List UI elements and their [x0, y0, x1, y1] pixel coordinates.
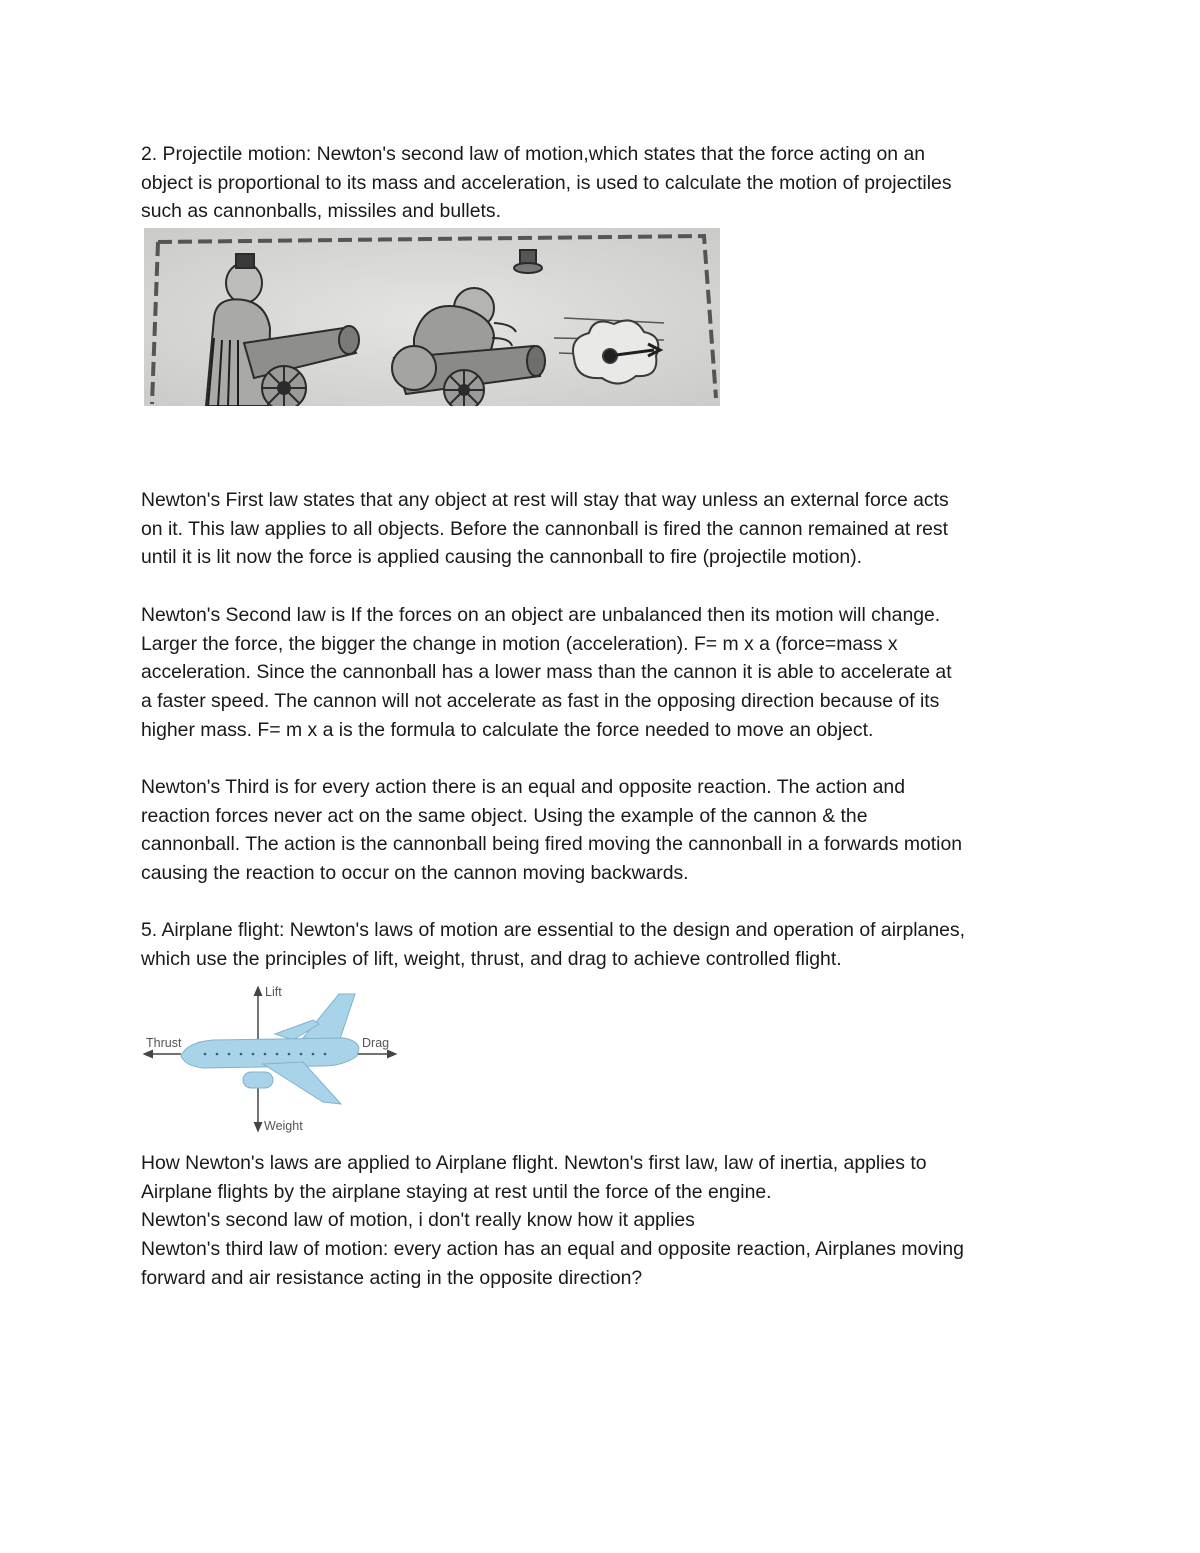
text-line: object is proportional to its mass and acceleration, is used to calculate the motion of projectiles [141, 171, 952, 194]
text-line: reaction forces never act on the same object. Using the example of the cannon & the [141, 804, 868, 827]
airplane-flight-paragraph [141, 916, 1071, 973]
text-line: 2. Projectile motion: Newton's second law of motion,which states that the force acting on an [141, 143, 926, 165]
text-line: Newton's Third is for every action there is an equal and opposite reaction. The action and [141, 776, 905, 798]
text-line: Newton's third law of motion: every action has an equal and opposite reaction, Airplanes moving [141, 1238, 964, 1261]
lift-label: Lift [265, 985, 282, 999]
text-line: acceleration. Since the cannonball has a lower mass than the cannon it is able to accelerate at [141, 661, 952, 684]
weight-label: Weight [264, 1119, 303, 1133]
text-line: which use the principles of lift, weight, thrust, and drag to achieve controlled flight. [141, 947, 842, 970]
drag-label: Drag [362, 1036, 390, 1050]
text-line: Newton's second law of motion, i don't really know how it applies [141, 1209, 695, 1232]
text-line: How Newton's laws are applied to Airplane flight. Newton's first law, law of inertia, applies to [141, 1152, 927, 1174]
airplane-illustration [143, 984, 405, 1136]
text-line: on it. This law applies to all objects. Before the cannonball is fired the cannon remained at rest [141, 517, 948, 540]
cannon-illustration [144, 228, 720, 406]
text-line: such as cannonballs, missiles and bullets. [141, 200, 501, 223]
text-line: Larger the force, the bigger the change in motion (acceleration). F= m x a (force=mass x [141, 632, 898, 655]
text-line: a faster speed. The cannon will not accelerate as fast in the opposing direction because of its [141, 690, 940, 713]
text-line: forward and air resistance acting in the opposite direction? [141, 1266, 643, 1289]
text-line: Newton's First law states that any object at rest will stay that way unless an external force acts [141, 489, 949, 511]
text-line: Newton's Second law is If the forces on an object are unbalanced then its motion will change. [141, 604, 941, 626]
airplane-application-paragraph [141, 1149, 1071, 1293]
second-law-paragraph [141, 601, 1071, 745]
text-line: Airplane flights by the airplane staying at rest until the force of the engine. [141, 1180, 772, 1203]
airplane-forces-diagram [143, 984, 405, 1136]
text-line: cannonball. The action is the cannonball being fired moving the cannonball in a forwards motion [141, 833, 963, 856]
text-line: causing the reaction to occur on the cannon moving backwards. [141, 862, 689, 885]
first-law-paragraph [141, 486, 1071, 572]
cannon-cartoon-image [144, 228, 720, 406]
text-line: until it is lit now the force is applied causing the cannonball to fire (projectile motion). [141, 546, 863, 569]
text-line: higher mass. F= m x a is the formula to calculate the force needed to move an object. [141, 718, 874, 741]
projectile-motion-paragraph [141, 140, 1071, 226]
text-line: 5. Airplane flight: Newton's laws of motion are essential to the design and operation of airplanes, [141, 919, 965, 941]
airplane-icon [181, 994, 359, 1104]
thrust-label: Thrust [146, 1036, 182, 1050]
third-law-paragraph [141, 773, 1071, 888]
